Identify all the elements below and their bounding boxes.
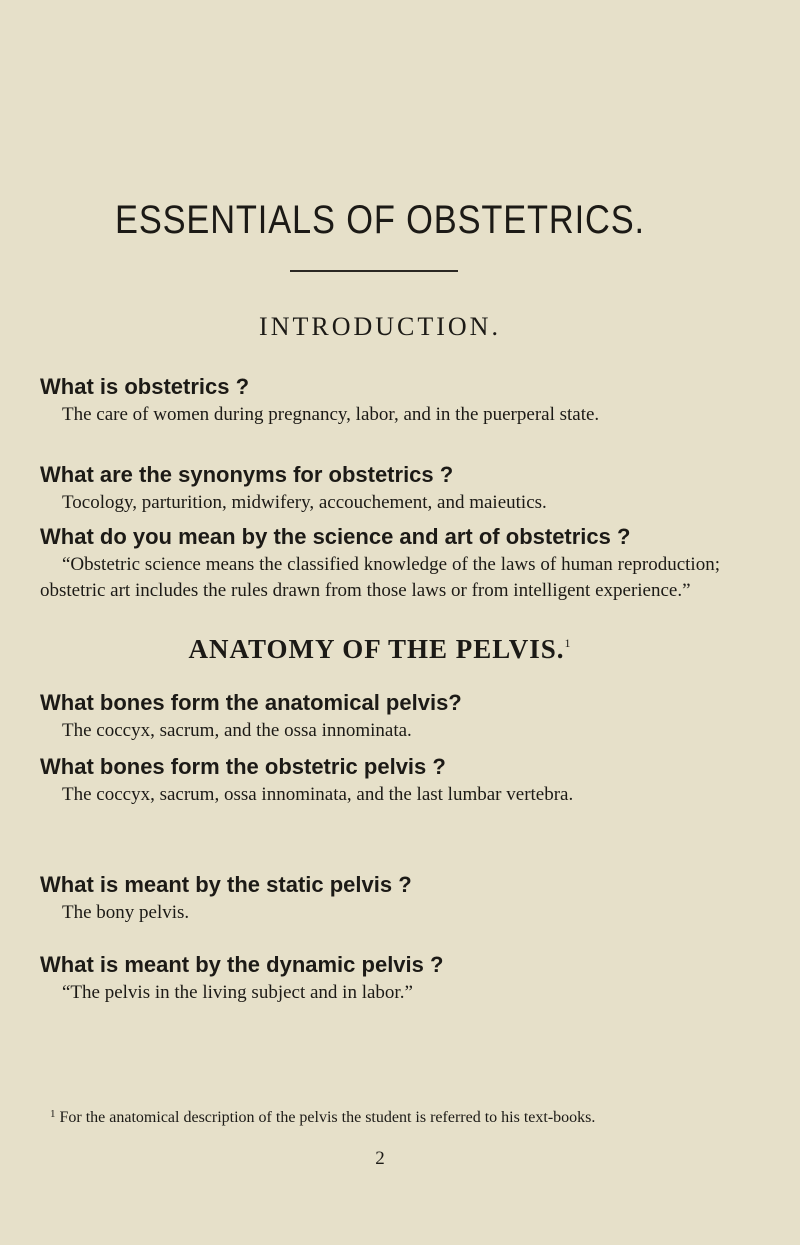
- qa-item: [40, 752, 720, 808]
- answer: The care of women during pregnancy, labor, and in the puerperal state.: [62, 404, 600, 425]
- answer: The bony pelvis.: [62, 902, 190, 923]
- qa-item: [40, 460, 720, 516]
- answer: The coccyx, sacrum, and the ossa innominata.: [62, 720, 412, 741]
- question: What do you mean by the science and art of obstetrics ?: [40, 524, 631, 549]
- qa-item: [40, 372, 720, 428]
- section-title-introduction: INTRODUCTION.: [259, 312, 501, 341]
- qa-item: [40, 688, 720, 744]
- book-title: ESSENTIALS OF OBSTETRICS.: [115, 198, 645, 242]
- footnote-text: For the anatomical description of the pelvis the student is referred to his text-books.: [59, 1109, 596, 1126]
- answer: The coccyx, sacrum, ossa innominata, and the last lumbar vertebra.: [62, 784, 574, 805]
- qa-item: [40, 522, 720, 604]
- question: What bones form the anatomical pelvis?: [40, 690, 462, 715]
- question: What is meant by the static pelvis ?: [40, 872, 412, 897]
- section-title-anatomy: ANATOMY OF THE PELVIS.$^1$: [188, 634, 572, 664]
- answer: Tocology, parturition, midwifery, accouchement, and maieutics.: [62, 492, 547, 513]
- page-number: 2: [375, 1148, 385, 1169]
- book-page: [40, 0, 720, 1245]
- footnote-mark: 1: [50, 1108, 56, 1120]
- question: What are the synonyms for obstetrics ?: [40, 462, 454, 487]
- title-divider: [290, 270, 458, 272]
- answer: “Obstetric science means the classified knowledge of the laws of human reproduction; obstetric art includes the rules drawn from those laws or from intelligent experience.”: [40, 554, 720, 601]
- question: What bones form the obstetric pelvis ?: [40, 754, 446, 779]
- footnote-reference: 1: [564, 636, 572, 650]
- qa-item: [40, 870, 720, 926]
- answer: “The pelvis in the living subject and in labor.”: [62, 982, 413, 1003]
- qa-item: [40, 950, 720, 1006]
- question: What is meant by the dynamic pelvis ?: [40, 952, 444, 977]
- question: What is obstetrics ?: [40, 374, 250, 399]
- footnote: [40, 1103, 720, 1129]
